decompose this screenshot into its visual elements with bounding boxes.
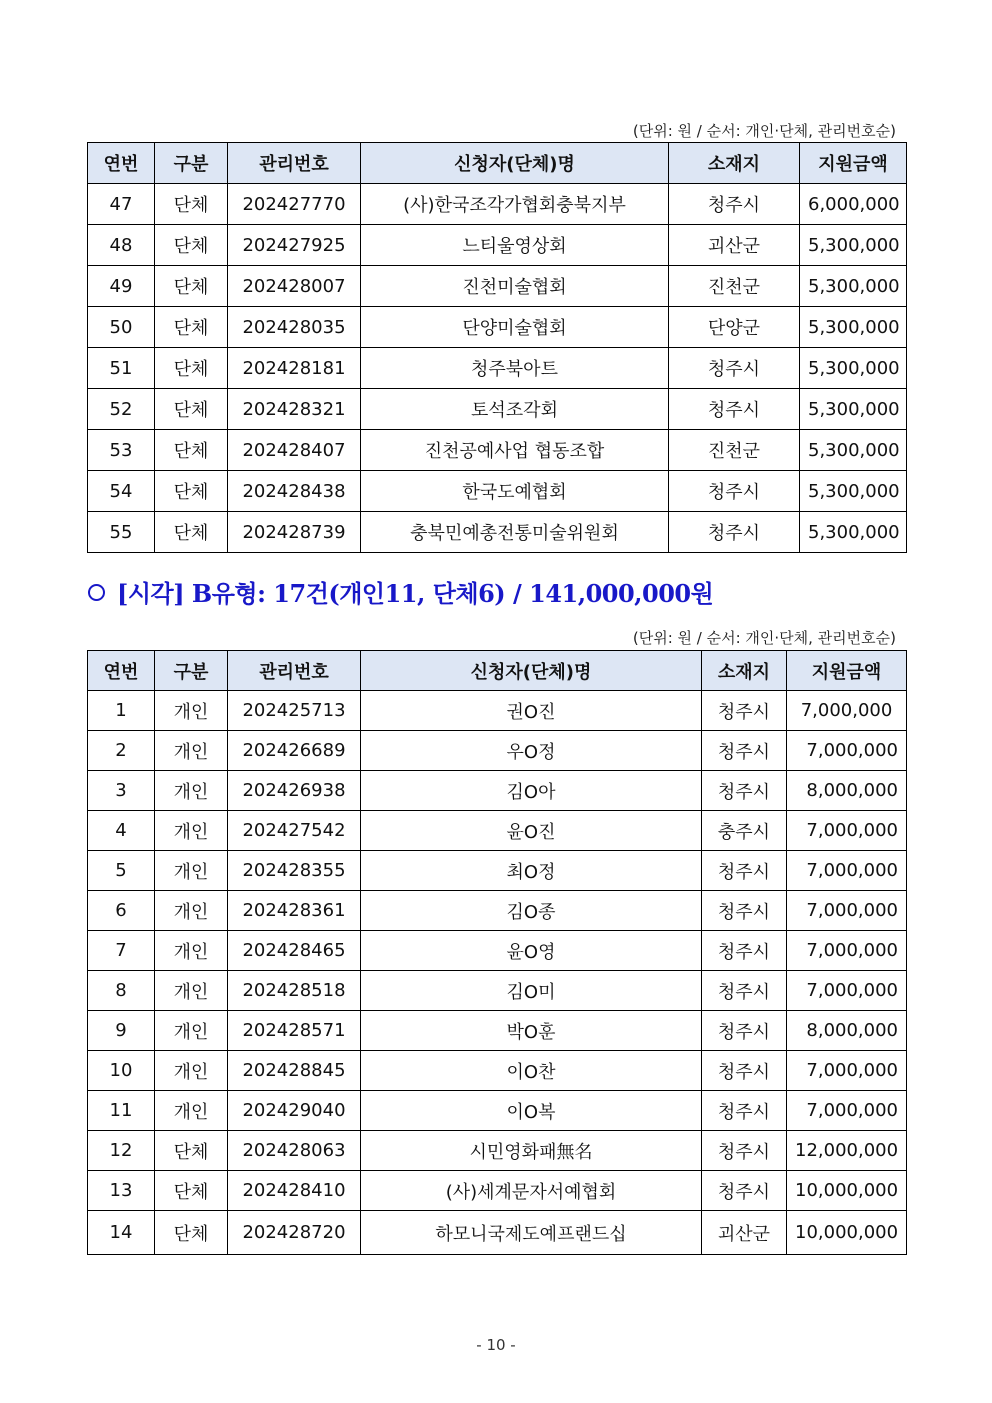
table-row xyxy=(88,1051,907,1091)
cell-id: 202428845 xyxy=(228,1051,361,1091)
cell-no: 5 xyxy=(88,851,155,891)
table-row xyxy=(88,811,907,851)
cell-location: 청주시 xyxy=(702,971,787,1011)
cell-id: 202428007 xyxy=(228,266,361,307)
cell-location: 청주시 xyxy=(669,184,800,225)
cell-location: 청주시 xyxy=(702,891,787,931)
header-amount: 지원금액 xyxy=(787,651,907,691)
cell-location: 진천군 xyxy=(669,430,800,471)
cell-id: 202427770 xyxy=(228,184,361,225)
table-row xyxy=(88,348,907,389)
cell-applicant: 권O진 xyxy=(361,691,702,731)
header-amount: 지원금액 xyxy=(800,143,907,184)
table-row xyxy=(88,430,907,471)
cell-id: 202428410 xyxy=(228,1171,361,1211)
cell-type: 단체 xyxy=(155,266,228,307)
cell-type: 단체 xyxy=(155,225,228,266)
header-no: 연번 xyxy=(88,143,155,184)
table-row xyxy=(88,1211,907,1255)
cell-no: 47 xyxy=(88,184,155,225)
cell-amount: 7,000,000 xyxy=(787,1091,907,1131)
cell-no: 50 xyxy=(88,307,155,348)
cell-applicant: 한국도예협회 xyxy=(361,471,669,512)
cell-applicant: 우O정 xyxy=(361,731,702,771)
cell-no: 55 xyxy=(88,512,155,553)
cell-location: 진천군 xyxy=(669,266,800,307)
cell-no: 4 xyxy=(88,811,155,851)
cell-location: 괴산군 xyxy=(669,225,800,266)
table-row xyxy=(88,471,907,512)
header-no: 연번 xyxy=(88,651,155,691)
cell-amount: 7,000,000 xyxy=(787,731,907,771)
cell-type: 개인 xyxy=(155,1051,228,1091)
cell-no: 11 xyxy=(88,1091,155,1131)
cell-applicant: 윤O영 xyxy=(361,931,702,971)
cell-applicant: 단양미술협회 xyxy=(361,307,669,348)
header-id: 관리번호 xyxy=(228,651,361,691)
cell-applicant: 하모니국제도예프랜드십 xyxy=(361,1211,702,1255)
cell-type: 개인 xyxy=(155,971,228,1011)
cell-amount: 8,000,000 xyxy=(787,771,907,811)
unit-note-1: (단위: 원 / 순서: 개인·단체, 관리번호순) xyxy=(632,122,896,140)
cell-amount: 8,000,000 xyxy=(787,1011,907,1051)
table-row xyxy=(88,971,907,1011)
cell-type: 단체 xyxy=(155,430,228,471)
cell-id: 202428321 xyxy=(228,389,361,430)
cell-id: 202426938 xyxy=(228,771,361,811)
header-location: 소재지 xyxy=(669,143,800,184)
cell-location: 충주시 xyxy=(702,811,787,851)
cell-type: 개인 xyxy=(155,1091,228,1131)
cell-applicant: 윤O진 xyxy=(361,811,702,851)
cell-type: 단체 xyxy=(155,1131,228,1171)
cell-id: 202428571 xyxy=(228,1011,361,1051)
table-row xyxy=(88,184,907,225)
cell-location: 청주시 xyxy=(702,851,787,891)
cell-type: 단체 xyxy=(155,348,228,389)
cell-no: 14 xyxy=(88,1211,155,1255)
cell-location: 청주시 xyxy=(702,931,787,971)
cell-applicant: 진천공예사업 협동조합 xyxy=(361,430,669,471)
cell-type: 개인 xyxy=(155,851,228,891)
cell-no: 51 xyxy=(88,348,155,389)
cell-id: 202428035 xyxy=(228,307,361,348)
cell-id: 202426689 xyxy=(228,731,361,771)
section-title-text: [시각] B유형: 17건(개인11, 단체6) / 141,000,000원 xyxy=(117,579,714,608)
cell-type: 개인 xyxy=(155,931,228,971)
cell-location: 청주시 xyxy=(702,771,787,811)
cell-applicant: 충북민예총전통미술위원회 xyxy=(361,512,669,553)
cell-amount: 5,300,000 xyxy=(800,348,907,389)
cell-no: 3 xyxy=(88,771,155,811)
table-row xyxy=(88,307,907,348)
cell-applicant: 청주북아트 xyxy=(361,348,669,389)
cell-type: 단체 xyxy=(155,1171,228,1211)
cell-no: 49 xyxy=(88,266,155,307)
cell-id: 202428739 xyxy=(228,512,361,553)
cell-type: 단체 xyxy=(155,389,228,430)
table-row xyxy=(88,512,907,553)
table-header-row xyxy=(88,143,907,184)
cell-location: 청주시 xyxy=(702,1091,787,1131)
cell-location: 청주시 xyxy=(669,348,800,389)
cell-amount: 7,000,000 xyxy=(787,691,907,731)
cell-applicant: 김O미 xyxy=(361,971,702,1011)
table-row xyxy=(88,1011,907,1051)
cell-id: 202429040 xyxy=(228,1091,361,1131)
cell-type: 개인 xyxy=(155,691,228,731)
cell-applicant: 김O종 xyxy=(361,891,702,931)
cell-type: 개인 xyxy=(155,891,228,931)
cell-type: 단체 xyxy=(155,307,228,348)
page-number: - 10 - xyxy=(476,1336,516,1354)
table-row xyxy=(88,1171,907,1211)
cell-id: 202428407 xyxy=(228,430,361,471)
cell-location: 청주시 xyxy=(669,512,800,553)
cell-applicant: 이O복 xyxy=(361,1091,702,1131)
cell-type: 개인 xyxy=(155,731,228,771)
cell-amount: 10,000,000 xyxy=(787,1211,907,1255)
table-row xyxy=(88,731,907,771)
circle-bullet-icon xyxy=(88,584,105,601)
cell-amount: 5,300,000 xyxy=(800,471,907,512)
cell-no: 8 xyxy=(88,971,155,1011)
cell-applicant: 시민영화패無名 xyxy=(361,1131,702,1171)
cell-applicant: 박O훈 xyxy=(361,1011,702,1051)
cell-id: 202428063 xyxy=(228,1131,361,1171)
header-type: 구분 xyxy=(155,651,228,691)
cell-amount: 7,000,000 xyxy=(787,1051,907,1091)
cell-applicant: 토석조각회 xyxy=(361,389,669,430)
cell-type: 단체 xyxy=(155,1211,228,1255)
cell-no: 13 xyxy=(88,1171,155,1211)
cell-amount: 7,000,000 xyxy=(787,811,907,851)
cell-amount: 7,000,000 xyxy=(787,971,907,1011)
cell-id: 202428518 xyxy=(228,971,361,1011)
cell-applicant: 김O아 xyxy=(361,771,702,811)
cell-id: 202428465 xyxy=(228,931,361,971)
cell-id: 202425713 xyxy=(228,691,361,731)
cell-no: 10 xyxy=(88,1051,155,1091)
table-row xyxy=(88,389,907,430)
table-row xyxy=(88,931,907,971)
table-row xyxy=(88,891,907,931)
cell-id: 202428720 xyxy=(228,1211,361,1255)
cell-applicant: 진천미술협회 xyxy=(361,266,669,307)
header-location: 소재지 xyxy=(702,651,787,691)
table-row xyxy=(88,1131,907,1171)
table-1 xyxy=(87,142,907,553)
cell-id: 202428361 xyxy=(228,891,361,931)
cell-applicant: 이O찬 xyxy=(361,1051,702,1091)
cell-no: 6 xyxy=(88,891,155,931)
cell-no: 9 xyxy=(88,1011,155,1051)
cell-no: 52 xyxy=(88,389,155,430)
cell-no: 2 xyxy=(88,731,155,771)
cell-location: 청주시 xyxy=(702,1131,787,1171)
cell-amount: 6,000,000 xyxy=(800,184,907,225)
cell-id: 202428355 xyxy=(228,851,361,891)
table-row xyxy=(88,691,907,731)
header-type: 구분 xyxy=(155,143,228,184)
cell-applicant: (사)한국조각가협회충북지부 xyxy=(361,184,669,225)
cell-type: 개인 xyxy=(155,771,228,811)
cell-amount: 5,300,000 xyxy=(800,389,907,430)
cell-location: 청주시 xyxy=(702,1011,787,1051)
cell-amount: 7,000,000 xyxy=(787,851,907,891)
cell-amount: 5,300,000 xyxy=(800,225,907,266)
cell-type: 개인 xyxy=(155,811,228,851)
cell-no: 54 xyxy=(88,471,155,512)
table-header-row xyxy=(88,651,907,691)
cell-location: 단양군 xyxy=(669,307,800,348)
cell-applicant: (사)세계문자서예협회 xyxy=(361,1171,702,1211)
cell-location: 청주시 xyxy=(702,731,787,771)
header-id: 관리번호 xyxy=(228,143,361,184)
cell-no: 1 xyxy=(88,691,155,731)
cell-id: 202428438 xyxy=(228,471,361,512)
cell-no: 53 xyxy=(88,430,155,471)
cell-no: 7 xyxy=(88,931,155,971)
cell-type: 단체 xyxy=(155,512,228,553)
cell-location: 청주시 xyxy=(669,389,800,430)
cell-location: 청주시 xyxy=(702,1171,787,1211)
unit-note-2: (단위: 원 / 순서: 개인·단체, 관리번호순) xyxy=(632,629,896,647)
cell-location: 청주시 xyxy=(702,691,787,731)
cell-location: 청주시 xyxy=(702,1051,787,1091)
table-row xyxy=(88,771,907,811)
table-row xyxy=(88,851,907,891)
cell-amount: 7,000,000 xyxy=(787,891,907,931)
cell-location: 괴산군 xyxy=(702,1211,787,1255)
section-title xyxy=(88,574,713,609)
cell-type: 단체 xyxy=(155,471,228,512)
cell-amount: 5,300,000 xyxy=(800,307,907,348)
cell-applicant: 느티울영상회 xyxy=(361,225,669,266)
header-applicant: 신청자(단체)명 xyxy=(361,651,702,691)
cell-id: 202427542 xyxy=(228,811,361,851)
cell-type: 단체 xyxy=(155,184,228,225)
table-row xyxy=(88,225,907,266)
cell-amount: 5,300,000 xyxy=(800,512,907,553)
cell-amount: 5,300,000 xyxy=(800,266,907,307)
table-row xyxy=(88,1091,907,1131)
table-2 xyxy=(87,650,907,1255)
cell-amount: 10,000,000 xyxy=(787,1171,907,1211)
cell-id: 202427925 xyxy=(228,225,361,266)
cell-no: 48 xyxy=(88,225,155,266)
cell-amount: 5,300,000 xyxy=(800,430,907,471)
cell-amount: 12,000,000 xyxy=(787,1131,907,1171)
cell-applicant: 최O정 xyxy=(361,851,702,891)
header-applicant: 신청자(단체)명 xyxy=(361,143,669,184)
cell-type: 개인 xyxy=(155,1011,228,1051)
cell-id: 202428181 xyxy=(228,348,361,389)
table-row xyxy=(88,266,907,307)
cell-amount: 7,000,000 xyxy=(787,931,907,971)
cell-location: 청주시 xyxy=(669,471,800,512)
cell-no: 12 xyxy=(88,1131,155,1171)
